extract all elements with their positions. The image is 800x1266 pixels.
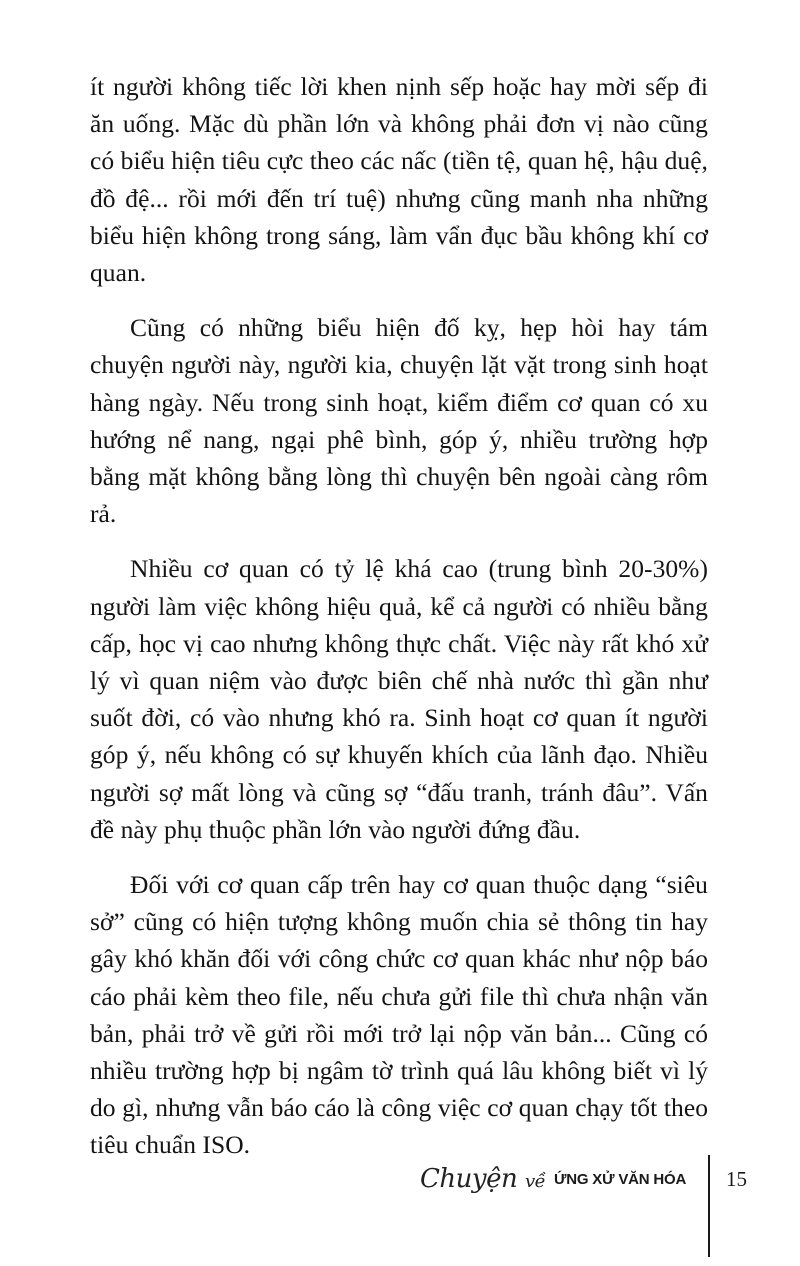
- series-title: ỨNG XỬ VĂN HÓA: [554, 1171, 687, 1188]
- footer-divider: [708, 1155, 710, 1257]
- page-footer: [0, 1150, 800, 1260]
- page-number: 15: [726, 1167, 747, 1191]
- paragraph-1: ít người không tiếc lời khen nịnh sếp hoặc hay mời sếp đi ăn uống. Mặc dù phần lớn và không phải đơn vị nào cũng có biểu hiện tiêu cực theo các nấc (tiền tệ, quan hệ, hậu duệ, đồ đệ... rồi mới đến trí tuệ) nhưng cũng manh nha những biểu hiện không trong sáng, làm vẩn đục bầu không khí cơ quan.: [90, 72, 708, 288]
- series-script-logo: [420, 1164, 545, 1194]
- paragraph-2: Cũng có những biểu hiện đố kỵ, hẹp hòi hay tám chuyện người này, người kia, chuyện lặt vặt trong sinh hoạt hàng ngày. Nếu trong sinh hoạt, kiểm điểm cơ quan có xu hướng nể nang, ngại phê bình, góp ý, nhiều trường hợp bằng mặt không bằng lòng thì chuyện bên ngoài càng rôm rả.: [90, 313, 708, 529]
- series-script-small: về: [524, 1171, 546, 1192]
- body-text: [90, 68, 708, 1164]
- paragraph-3: Nhiều cơ quan có tỷ lệ khá cao (trung bình 20-30%) người làm việc không hiệu quả, kể cả người có nhiều bằng cấp, học vị cao nhưng không thực chất. Việc này rất khó xử lý vì quan niệm vào được biên chế nhà nước thì gần như suốt đời, có vào nhưng khó ra. Sinh hoạt cơ quan ít người góp ý, nếu không có sự khuyến khích của lãnh đạo. Nhiều người sợ mất lòng và cũng sợ “đấu tranh, tránh đâu”. Vấn đề này phụ thuộc phần lớn vào người đứng đầu.: [90, 554, 708, 844]
- series-script-main: Chuyện: [420, 1164, 518, 1194]
- paragraph-4: Đối với cơ quan cấp trên hay cơ quan thuộc dạng “siêu sở” cũng có hiện tượng không muốn chia sẻ thông tin hay gây khó khăn đối với công chức cơ quan khác như nộp báo cáo phải kèm theo file, nếu chưa gửi file thì chưa nhận văn bản, phải trở về gửi rồi mới trở lại nộp văn bản... Cũng có nhiều trường hợp bị ngâm tờ trình quá lâu không biết vì lý do gì, nhưng vẫn báo cáo là công việc cơ quan chạy tốt theo tiêu chuẩn ISO.: [90, 870, 708, 1160]
